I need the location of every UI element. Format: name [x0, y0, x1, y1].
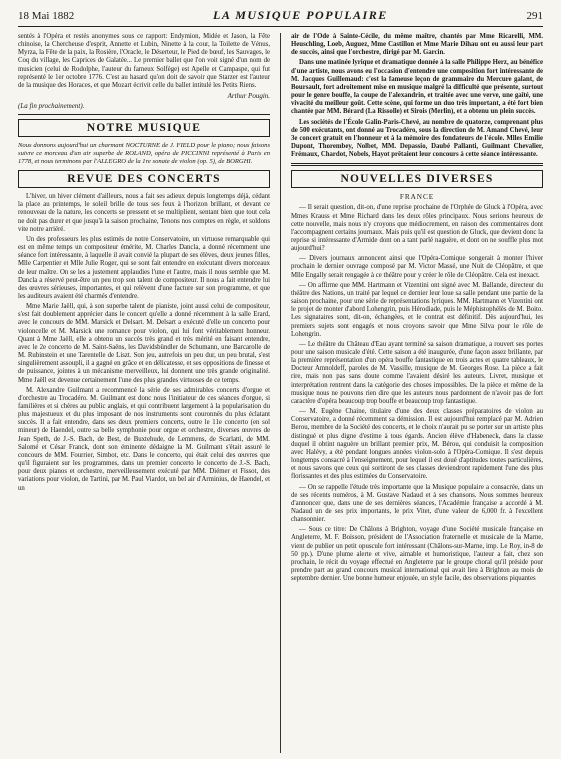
header-date: 18 Mai 1882 — [18, 10, 75, 22]
right-column — [291, 33, 543, 753]
paragraph: M. Alexandre Guilmant a recommencé la série de ses admirables concerts d'orgue et d'orchestre au Trocadéro. M. Guilmant est donc nous l'initiateur de ces séances d'orgue, si familières et si chères au public anglais, et qui contribuent largement à la popularisation du plus majestueux et du plus imposant de nos instruments sont couronnés du plus éclatant succès. Il a fait entendre, dans ses deux premiers concerts, outre le 11e concerto (en sol mineur) de Haendel, outre sa belle symphonie pour orgue et orchestre, diverses œuvres de Jean Speth, de J.-S. Bach, de Best, de Buxtehude, de Lemmens, de Scarlatti, de MM. Salomé et César Franck, dont son éminente dédaigne la M. Guilmant s'était assuré le concours de MM. Fourrier, Simbot, etc. Dans le concerto, qui était celui des œuvres que qu'il figuraient sur les programmes, dans un premier concerto le concerto de J.-S. Bach, pour deux pianos et orchestre, merveilleusement exécuté par MM. Diémer et Fissot, des variations pour violon, de Tartini, par M. Paul Viardot, un bel air d'Arminius, de Haendel, et un — [18, 386, 271, 492]
paragraph: Les sociétés de l'École Galin-Paris-Chevé, au nombre de quatorze, comprenant plus de 500 exécutants, ont donné au Trocadéro, sous la direction de M. Amand Chevé, leur 3e concert gratuit en l'honneur et à la mémoire des fondateurs de l'école. Mlles Emilie Dupont, Thorembey, Nolbet, MM. Depassio, Daubé Pallanti, Guilmant Chevalier, Frémaux, Chardot, Nobels, Hayot prêtaient leur concours à cette séance intéressante. — [291, 118, 543, 159]
news-item: — Divers journaux annoncent ainsi que l'Opéra-Comique songerait à monter l'hiver prochain le dernier ouvrage composé par M. Victor Massé, une Nuit de Cléopâtre, et que Mlle Engally serait rengagée à ce théâtre pour y créer le rôle de Cléopâtre. Cela est inexact. — [291, 255, 543, 279]
text-columns — [18, 33, 543, 753]
paragraph: L'hiver, un hiver clément d'ailleurs, nous a fait ses adieux depuis longtemps déjà, cédant la place au printemps, le soleil brille de tous ses feux à l'horizon brillant, et devant ce renouveau de la nature, les concerts se pressent et se multiplient, sentant bien que tout cela ne doit pas durer et que jusqu'à la saison prochaine, Tenons nos comptes en règle, et soldons vite notre arriéré. — [18, 193, 271, 233]
article-continuation: sentés à l'Opéra et restés anonymes sous ce rapport: Endymion, Midée et Jason, la Fête chinoise, la Chercheuse d'esprit, Annette et Lubin, Ninette à la cour, la Toilette de Vénus, Myrza, la Fête de la paix, la Rosière, l'Oracle, le Déserteur, le Pied de bœuf, les Sauvages, le Coq du village, les Caprices de Galatée... Le premier ballet que l'on voit signé d'un nom de musicien (celui de Rodolphe, l'auteur du fameux Solfège) est Apelle et Campaspe, qui fut représenté le 1er octobre 1776. C'est au hasard qu'on doit de savoir que Starzer est l'auteur de la musique des Horaces, et que Mozart écrivit celle du ballet intitulé les Petits Riens. — [18, 33, 271, 89]
page-number: 291 — [526, 10, 543, 22]
divider — [291, 163, 543, 166]
author-signature: Arthur Pougin. — [227, 92, 271, 101]
section-title-nouvelles: NOUVELLES DIVERSES — [291, 170, 543, 188]
section-title-notre-musique: NOTRE MUSIQUE — [18, 119, 270, 137]
news-item: — M. Eugène Chaine, titulaire d'une des deux classes préparatoires de violon au Conservatoire, a donné récemment sa démission. Il est aujourd'hui remplacé par M. Adrien Berou, membre de la Société des concerts, et le choix n'aurait pu se porter sur un artiste plus distingué et plus digne d'estime à tous égards. Ancien élève d'Habeneck, dans la classe duquel il obtint naguère un brillant premier prix, M. Bérou, qui conduisit la composition avec Halévy, a été pendant longues années violon-solo à l'Opéra-Comique. Il s'est depuis longtemps consacré à l'enseignement, pour lequel il est doué d'aptitudes toutes particulières, et nous savons que ceux qui sortiront de ses classes deviendront rapidement l'une des plus florissantes et des plus estimées du Conservatoire. — [291, 408, 543, 481]
paragraph: Dans une matinée lyrique et dramatique donnée à la salle Philippe Herz, au bénéfice d'une artiste, nous avons eu l'occasion d'entendre une composition fort intéressante de M. Jacques Guillemaud: c'est la fameuse leçon de grammaire du Mercure galant, de Boursault, fort adroitement mise en musique malgré la difficulté que présente, surtout pour le genre bouffe, la coupe de l'alexandrin, et traitée avec une verve, une gaîté, une vivacité du meilleur goût. Cette scène, qui forme un duo très important, a été fort bien chantée par MM. Bérard (La Rissolle) et Sirois (Merlin), et a obtenu un plein succès. — [291, 59, 543, 116]
news-item: — Le théâtre du Château d'Eau ayant terminé sa saison dramatique, a rouvert ses portes pour une saison musicale d'été. Cette saison a été inaugurée, d'une façon assez brillante, par la première représentation d'un opéra bouffe fantastique en trois actes et quatre tableaux, le Docteur Amnoldeff, paroles de M. Vassille, musique de M. Georges Rose. La pièce a fait rire, mais non pas sans doute comme l'avaient désiré les auteurs. Livret, musique et interprétation rentrent dans la catégorie des choses impossibles. De la pièce et même de la musique nous ne pouvons rien dire que les auteurs nous pardonnent de n'avoir pas de fort caractère d'opéra beaucoup trop bouffe et beaucoup trop fantastique. — [291, 340, 543, 405]
notre-musique-text: Nous donnons aujourd'hui un charmant NOCTURNE de J. FIELD pour le piano; nous faisons suivre ce morceau d'un air superbe de ROLAND, opéra de PICCINNI représenté à Paris en 1778, et nous terminons par l'ALLEGRO de la 1re sonate de violon (op. 5), de BORGHI. — [18, 142, 271, 166]
news-item: — On affirme que MM. Hartmann et Vizentini ont signé avec M. Ballande, directeur du théâtre des Nations, un traité par lequel ce dernier leur loue sa salle pendant une partie de la saison prochaine, pour une série de représentations lyriques. MM. Hartmann et Vizentini ont le projet de monter d'abord Lohengrin, puis Hérodiade, puis le Méphistophélès de M. Boito. Les signataires sont, dit-on, échangées, et le contrat est définitif. Dès aujourd'hui, les premiers sujets sont engagés et nous croyons savoir que Mme Silva pour le rôle de Lohengrin. — [291, 281, 543, 338]
paragraph: air de l'Ode à Sainte-Cécile, du même maître, chantés par Mme Ricarelli, MM. Heuschling, Loeb, Auguez, Mme Castillon et Mme Marie Dihau ont eu aussi leur part de succès, ainsi que l'orchestre, dirigé par M. Garcin. — [291, 33, 543, 57]
france-subheading: FRANCE — [399, 193, 435, 202]
news-item: — On se rappelle l'étude très importante que la Musique populaire a consacrée, dans un de ses récents numéros, à M. Gustave Nadaud et à ses chansons. Nous sommes heureux d'annoncer que, dans une de ses dernières séances, l'Académie française a accordé à M. Nadaud un de ses prix importants, le prix Vitet, d'une valeur de 6,000 fr. à l'excellent chansonnier. — [291, 483, 543, 524]
left-column — [18, 33, 270, 753]
page-header — [18, 8, 543, 27]
column-separator — [280, 33, 281, 753]
news-item: — Il serait question, dit-on, d'une reprise prochaine de l'Orphée de Gluck à l'Opéra, avec Mmes Krauss et Mme Richard dans les deux rôles principaux. Nous serions heureux de cette nouvelle, mais nous n'y croyons que médiocrement, en raison des commentaires dont l'accompagnent certains journaux. Mais puis qu'il est question de Gluck, que devient donc la reprise si intéressante d'Armide dont on a tant parlé naguère, et dont on ne souffle plus mot aujourd'hui? — [291, 204, 543, 253]
to-be-continued: (La fin prochainement). — [18, 102, 85, 111]
paragraph: Un des professeurs les plus estimés de notre Conservatoire, un virtuose remarquable qui est en même temps un compositeur émérite, M. Charles Dancla, a donné récemment une séance fort intéressante, à laquelle il avait convié la plupart de ses élèves, deux jeunes filles, Mlle Carpentier et Mlle Julie Roger, qui se sont fait entendre en exécutant divers morceaux de leur maître. On se les a justement applaudies l'une et l'autre, mais il nous semble que M. Dancla a réservé peut-être un peu trop son talent de compositeur. Il nous a fait entendre lui des œuvres sérieuses, importantes, et qui relèvent d'une facture sur son programme, et que les auditeurs avaient été charmés d'entendre. — [18, 235, 271, 300]
divider — [18, 114, 270, 115]
publication-title: LA MUSIQUE POPULAIRE — [213, 8, 388, 22]
section-title-revue-concerts: REVUE DES CONCERTS — [18, 170, 270, 188]
news-item: — Sous ce titre: De Châlons à Brighton, voyage d'une Société musicale française en Angleterre, M. F. Boisson, président de l'Association fraternelle et musicale de la Marne, vient de publier un petit opuscule fort intéressant (Châlons-sur-Marne, imp. Le Roy, in-8 de 50 pp.). D'une plume alerte et vive, aimable et humoristique, l'auteur a fait, chez son prochain, le récit du voyage effectué en Angleterre par le groupe choral qu'il préside pour prendre part au grand concours musical international qui avait lieu à Brighton au mois de septembre dernier. Une bonne humeur enjouée, un style facile, des observations piquantes — [291, 526, 543, 583]
paragraph: Mme Marie Jaëll, qui, à son superbe talent de pianiste, joint aussi celui de compositeur, s'est fait doublement apprécier dans le concert qu'elle a donné récemment à la salle Erard, avec le concours de MM. Marsick et Delsart. M. Delsart a exécuté d'elle un concerto pour violoncelle et M. Marsick une romance pour violon, qui lui font véritablement honneur. Quant à Mme Jaëll, elle a obtenu un succès très grand et très mérité en faisant entendre, avec le 2e concerto de M. Saint-Saëns, les Davidsbündler de Schumann, une Barcarolle de M. Rubinstein et une Tarentelle de Liszt. Son jeu, autrefois un peu dur, un peu brutal, s'est singulièrement assoupli, il a gagné en grâce et en délicatesse, et ses oppositions de finesse et de puissance, jointes à un mécanisme merveilleux, lui donnent une très grande originalité. Mme Jaëll est devenue certainement l'une des plus grandes virtuoses de ce temps. — [18, 303, 271, 384]
